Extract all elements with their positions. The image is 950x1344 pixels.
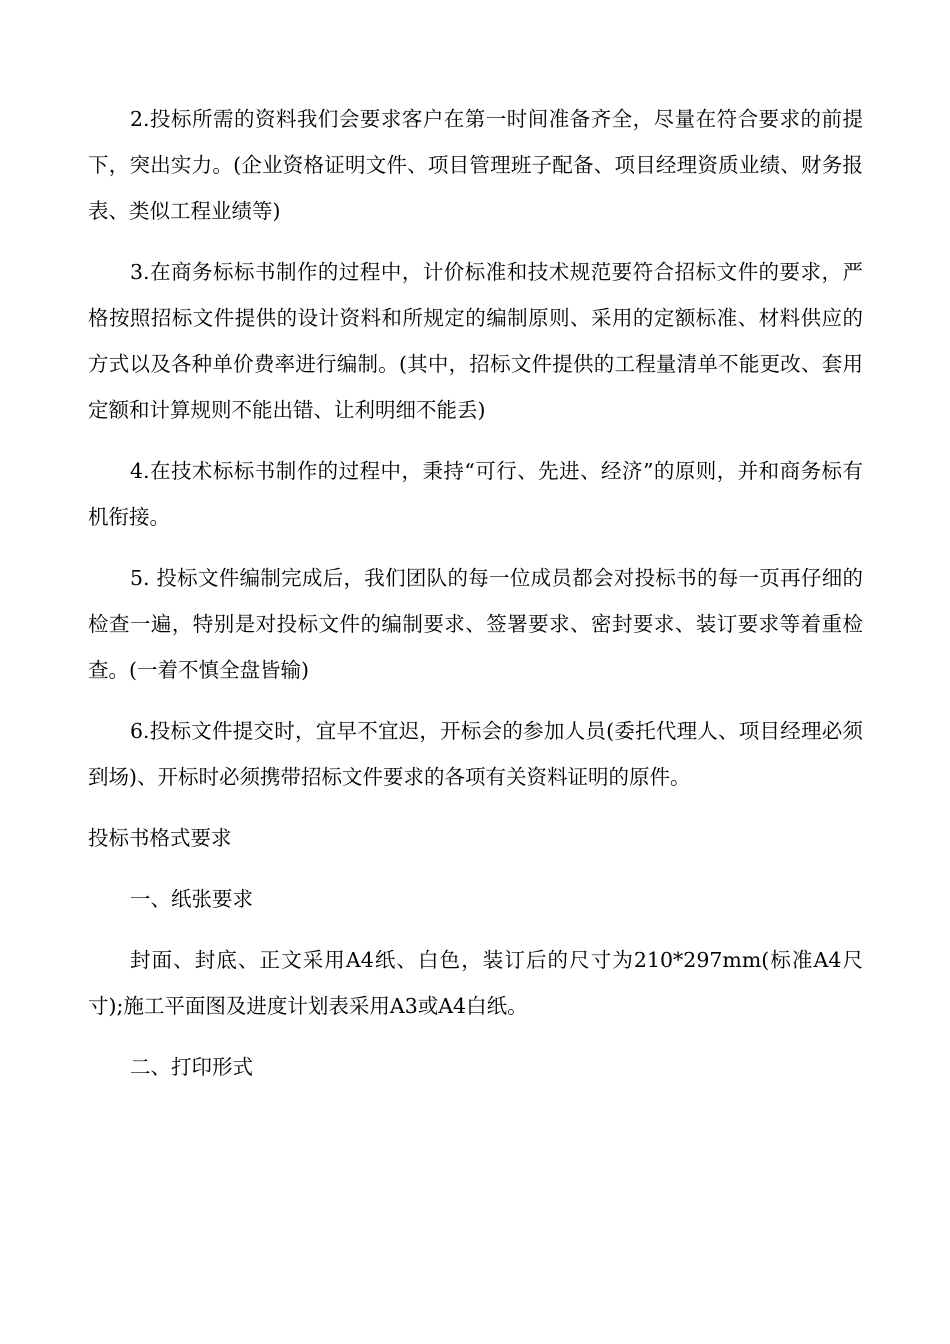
paragraph-3: 3.在商务标标书制作的过程中，计价标准和技术规范要符合招标文件的要求，严格按照招标文件提供的设计资料和所规定的编制原则、采用的定额标准、材料供应的方式以及各种单价费率进行编制。(其中，招标文件提供的工程量清单不能更改、套用定额和计算规则不能出错、让利明细不能丢)	[88, 260, 863, 422]
subsection-2-title: 二、打印形式	[130, 1055, 253, 1079]
paragraph-4: 4.在技术标标书制作的过程中，秉持“可行、先进、经济”的原则，并和商务标有机衔接。	[88, 459, 863, 529]
paragraph-6: 6.投标文件提交时，宜早不宜迟，开标会的参加人员(委托代理人、项目经理必须到场)、开标时必须携带招标文件要求的各项有关资料证明的原件。	[88, 719, 863, 789]
subsection-1-body: 封面、封底、正文采用A4纸、白色，装订后的尺寸为210*297mm(标准A4尺寸);施工平面图及进度计划表采用A3或A4白纸。	[88, 948, 863, 1018]
document-page	[88, 96, 863, 1090]
paragraph-5: 5. 投标文件编制完成后，我们团队的每一位成员都会对投标书的每一页再仔细的检查一遍，特别是对投标文件的编制要求、签署要求、密封要求、装订要求等着重检查。(一着不慎全盘皆输)	[88, 566, 863, 682]
subsection-1-title: 一、纸张要求	[130, 887, 253, 911]
section-title: 投标书格式要求	[88, 826, 232, 850]
paragraph-2: 2.投标所需的资料我们会要求客户在第一时间准备齐全，尽量在符合要求的前提下，突出实力。(企业资格证明文件、项目管理班子配备、项目经理资质业绩、财务报表、类似工程业绩等)	[88, 107, 863, 223]
